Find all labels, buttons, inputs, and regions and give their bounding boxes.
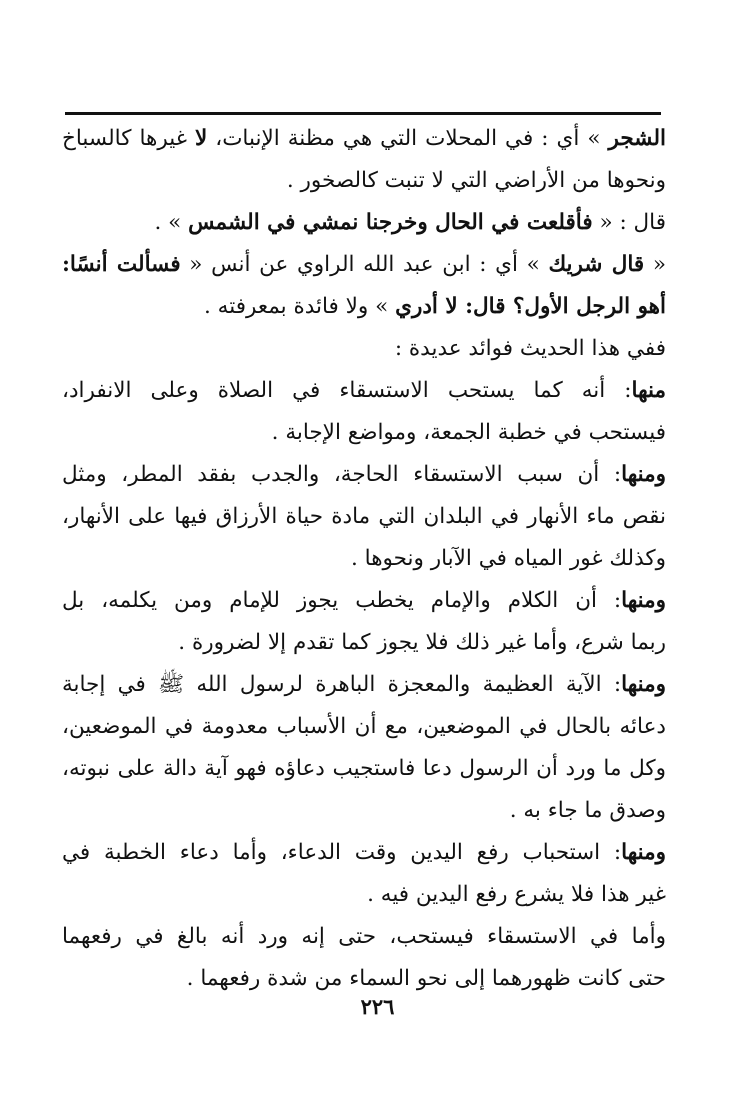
text-segment: غير هذا فلا يشرع رفع اليدين فيه . — [367, 882, 666, 907]
bold-text: منها — [631, 378, 666, 403]
text-line — [62, 706, 666, 748]
text-segment: وصدق ما جاء به . — [509, 798, 666, 823]
text-line — [62, 580, 666, 622]
text-line — [62, 286, 666, 328]
text-segment: « — [644, 252, 666, 277]
text-line — [62, 370, 666, 412]
bold-text: أهو الرجل الأول؟ قال: لا أدري — [395, 294, 666, 319]
text-segment: » أي : ابن عبد الله الراوي عن أنس « — [180, 252, 549, 277]
text-segment: دعائه بالحال في الموضعين، مع أن الأسباب معدومة في الموضعين، — [62, 714, 666, 739]
text-segment: نقص ماء الأنهار في البلدان التي مادة حياة الأرزاق فيها على الأنهار، — [62, 504, 666, 529]
body-text — [62, 118, 666, 1000]
bold-text: ومنها — [621, 588, 666, 613]
top-rule — [65, 112, 661, 115]
text-line — [62, 622, 666, 664]
text-line — [62, 790, 666, 832]
text-segment: وأما في الاستسقاء فيستحب، حتى إنه ورد أنه بالغ في رفعهما — [62, 924, 666, 949]
text-segment: : الآية العظيمة والمعجزة الباهرة لرسول الله ﷺ في إجابة — [62, 672, 622, 697]
text-segment: وكذلك غور المياه في الآبار ونحوها . — [351, 546, 666, 571]
bold-text: لا — [194, 126, 208, 151]
text-segment: : أنه كما يستحب الاستسقاء في الصلاة وعلى الانفراد، — [62, 378, 632, 403]
text-line — [62, 244, 666, 286]
text-segment: ربما شرع، وأما غير ذلك فلا يجوز كما تقدم إلا لضرورة . — [178, 630, 666, 655]
bold-text: فأقلعت في الحال وخرجنا نمشي في الشمس — [188, 210, 593, 235]
text-line — [62, 664, 666, 706]
text-line — [62, 832, 666, 874]
bold-text: ومنها — [621, 462, 666, 487]
text-line — [62, 412, 666, 454]
text-line — [62, 328, 666, 370]
text-segment: » . — [154, 210, 189, 235]
text-line — [62, 748, 666, 790]
text-segment: حتى كانت ظهورهما إلى نحو السماء من شدة رفعهما . — [186, 966, 666, 991]
text-segment: : أن الكلام والإمام يخطب يجوز للإمام ومن يكلمه، بل — [62, 588, 622, 613]
text-line — [62, 916, 666, 958]
text-line — [62, 118, 666, 160]
text-line — [62, 496, 666, 538]
text-line — [62, 538, 666, 580]
page-number: ٢٢٦ — [360, 994, 395, 1019]
bold-text: ومنها — [621, 840, 666, 865]
text-segment: » أي : في المحلات التي هي مظنة الإنبات، — [207, 126, 609, 151]
text-line — [62, 454, 666, 496]
text-segment: ففي هذا الحديث فوائد عديدة : — [394, 336, 666, 361]
bold-text: فسألت أنسًا: — [62, 252, 181, 277]
text-segment: » ولا فائدة بمعرفته . — [204, 294, 396, 319]
text-segment: قال : « — [592, 210, 666, 235]
bold-text: ومنها — [621, 672, 666, 697]
text-line — [62, 874, 666, 916]
text-line — [62, 160, 666, 202]
bold-text: قال شريك — [548, 252, 645, 277]
text-segment: ونحوها من الأراضي التي لا تنبت كالصخور . — [286, 168, 666, 193]
text-line — [62, 202, 666, 244]
text-segment: : أن سبب الاستسقاء الحاجة، والجدب بفقد المطر، ومثل — [62, 462, 622, 487]
text-segment: غيرها كالسباخ — [62, 126, 195, 151]
text-segment: وكل ما ورد أن الرسول دعا فاستجيب دعاؤه فهو آية دالة على نبوته، — [62, 756, 666, 781]
text-segment: فيستحب في خطبة الجمعة، ومواضع الإجابة . — [271, 420, 666, 445]
text-segment: : استحباب رفع اليدين وقت الدعاء، وأما دعاء الخطبة في — [62, 840, 622, 865]
bold-text: الشجر — [608, 126, 666, 151]
